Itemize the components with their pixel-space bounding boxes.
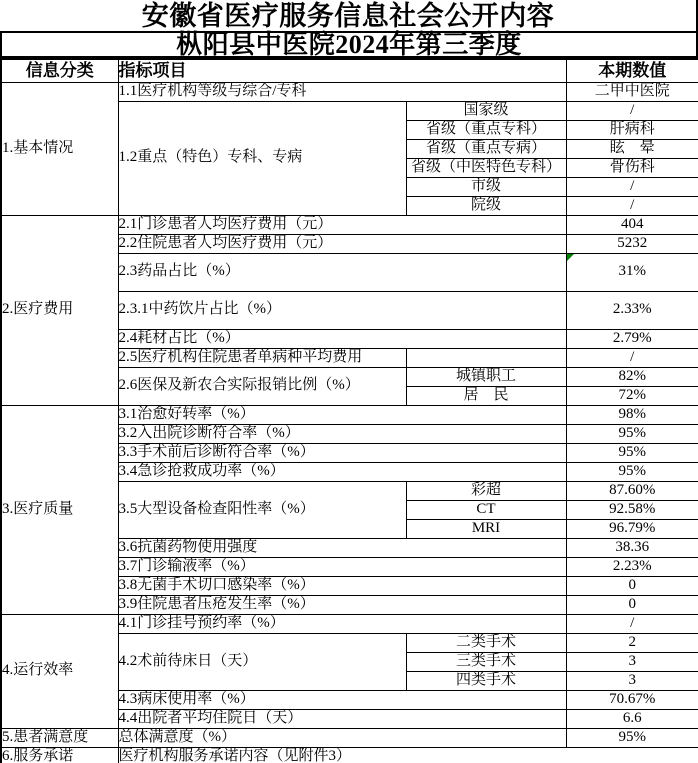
value-cell: 92.58% — [566, 500, 698, 519]
sub-indicator-cell: MRI — [406, 519, 566, 538]
sub-indicator-cell: 院级 — [406, 196, 566, 215]
sub-indicator-cell: 市级 — [406, 177, 566, 196]
indicator-cell: 3.1治愈好转率（%） — [118, 405, 566, 424]
value-cell: / — [566, 101, 698, 120]
value-text: 31% — [618, 263, 646, 280]
sub-indicator-cell — [406, 348, 566, 367]
value-cell: 95% — [566, 443, 698, 462]
header-indicator: 指标项目 — [118, 59, 566, 82]
value-cell: 2.79% — [566, 329, 698, 348]
indicator-cell: 1.1医疗机构等级与综合/专科 — [118, 82, 566, 101]
sub-indicator-cell: 省级（重点专科） — [406, 120, 566, 139]
category-cell: 3.医疗质量 — [1, 405, 118, 614]
indicator-cell: 3.5大型设备检查阳性率（%） — [118, 481, 406, 538]
value-cell: 0 — [566, 576, 698, 595]
value-cell: 96.79% — [566, 519, 698, 538]
value-cell: 87.60% — [566, 481, 698, 500]
indicator-cell: 3.7门诊输液率（%） — [118, 557, 566, 576]
value-cell: / — [566, 348, 698, 367]
table-row — [1, 747, 698, 763]
table-row — [1, 215, 698, 234]
value-cell: 2.33% — [566, 291, 698, 329]
category-cell: 6.服务承诺 — [1, 747, 118, 763]
category-cell: 2.医疗费用 — [1, 215, 118, 405]
value-cell: 95% — [566, 424, 698, 443]
value-cell: 3 — [566, 652, 698, 671]
sub-indicator-cell: CT — [406, 500, 566, 519]
category-cell: 5.患者满意度 — [1, 728, 118, 747]
value-cell: 6.6 — [566, 709, 698, 728]
category-cell: 1.基本情况 — [1, 82, 118, 215]
category-cell: 4.运行效率 — [1, 614, 118, 728]
indicator-cell: 3.2入出院诊断符合率（%） — [118, 424, 566, 443]
indicator-cell: 2.3药品占比（%） — [118, 253, 566, 291]
table-row — [1, 405, 698, 424]
table-row — [1, 614, 698, 633]
indicator-cell: 3.9住院患者压疮发生率（%） — [118, 595, 566, 614]
indicator-cell: 4.1门诊挂号预约率（%） — [118, 614, 566, 633]
value-cell: 38.36 — [566, 538, 698, 557]
indicator-cell: 3.3手术前后诊断符合率（%） — [118, 443, 566, 462]
indicator-cell: 2.3.1中药饮片占比（%） — [118, 291, 566, 329]
indicator-cell: 2.4耗材占比（%） — [118, 329, 566, 348]
value-cell — [566, 253, 698, 291]
value-cell: 82% — [566, 367, 698, 386]
value-cell: 72% — [566, 386, 698, 405]
indicator-cell: 2.6医保及新农合实际报销比例（%） — [118, 367, 406, 405]
value-cell: 0 — [566, 595, 698, 614]
sub-indicator-cell: 省级（重点专病） — [406, 139, 566, 158]
indicator-cell: 2.2住院患者人均医疗费用（元） — [118, 234, 566, 253]
value-cell: 2 — [566, 633, 698, 652]
value-cell: / — [566, 196, 698, 215]
header-value: 本期数值 — [566, 59, 698, 82]
value-cell: 3 — [566, 671, 698, 690]
value-cell: / — [566, 614, 698, 633]
disclosure-table — [0, 58, 698, 763]
report-title-line2: 枞阳县中医院2024年第三季度 — [0, 33, 698, 58]
value-cell: 肝病科 — [566, 120, 698, 139]
value-cell: 404 — [566, 215, 698, 234]
comment-marker-icon — [567, 254, 574, 261]
sub-indicator-cell: 四类手术 — [406, 671, 566, 690]
report-title-line1: 安徽省医疗服务信息社会公开内容 — [0, 0, 698, 33]
value-cell: 二甲中医院 — [566, 82, 698, 101]
table-header-row — [1, 59, 698, 82]
indicator-cell: 总体满意度（%） — [118, 728, 566, 747]
value-cell: 95% — [566, 728, 698, 747]
indicator-cell: 4.3病床使用率（%） — [118, 690, 566, 709]
indicator-cell: 4.4出院者平均住院日（天） — [118, 709, 566, 728]
value-cell: / — [566, 177, 698, 196]
value-cell: 眩 晕 — [566, 139, 698, 158]
value-cell: 98% — [566, 405, 698, 424]
indicator-cell: 4.2术前待床日（天） — [118, 633, 406, 690]
indicator-cell: 医疗机构服务承诺内容（见附件3） — [118, 747, 698, 763]
sub-indicator-cell: 国家级 — [406, 101, 566, 120]
sub-indicator-cell: 省级（中医特色专科） — [406, 158, 566, 177]
indicator-cell: 3.8无菌手术切口感染率（%） — [118, 576, 566, 595]
indicator-cell: 3.6抗菌药物使用强度 — [118, 538, 566, 557]
header-category: 信息分类 — [1, 59, 118, 82]
sub-indicator-cell: 三类手术 — [406, 652, 566, 671]
value-cell: 5232 — [566, 234, 698, 253]
table-row — [1, 728, 698, 747]
indicator-cell: 2.5医疗机构住院患者单病种平均费用 — [118, 348, 406, 367]
indicator-cell: 3.4急诊抢救成功率（%） — [118, 462, 566, 481]
indicator-cell: 1.2重点（特色）专科、专病 — [118, 101, 406, 215]
value-cell: 2.23% — [566, 557, 698, 576]
value-cell: 骨伤科 — [566, 158, 698, 177]
indicator-cell: 2.1门诊患者人均医疗费用（元） — [118, 215, 566, 234]
sub-indicator-cell: 居 民 — [406, 386, 566, 405]
sub-indicator-cell: 二类手术 — [406, 633, 566, 652]
sub-indicator-cell: 城镇职工 — [406, 367, 566, 386]
table-row — [1, 82, 698, 101]
value-cell: 95% — [566, 462, 698, 481]
value-cell: 70.67% — [566, 690, 698, 709]
sub-indicator-cell: 彩超 — [406, 481, 566, 500]
